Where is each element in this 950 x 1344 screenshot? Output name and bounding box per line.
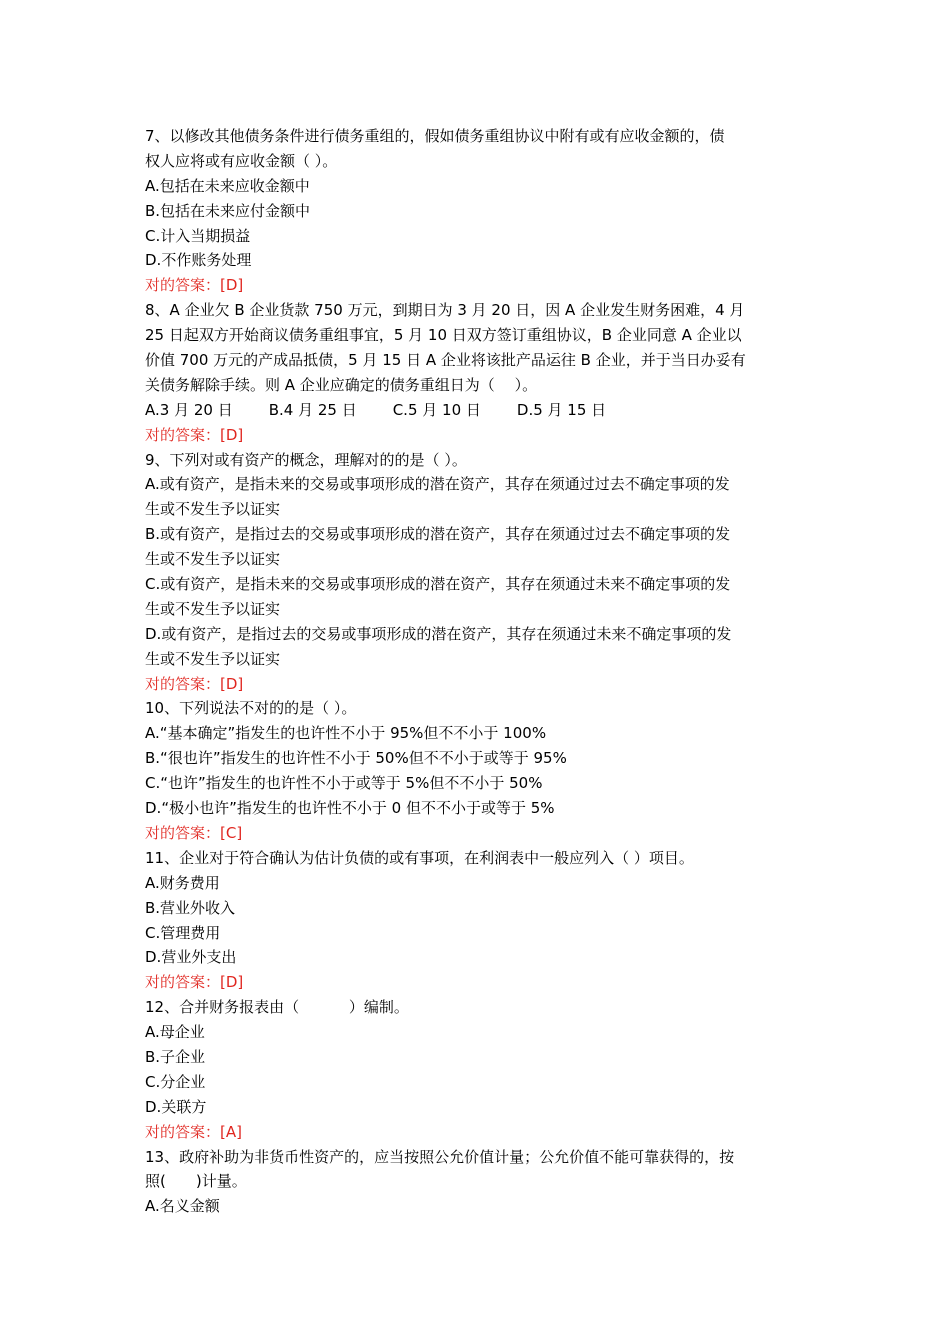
question-10-option-a: A.“基本确定”指发生的也许性不小于 95%但不不小于 100% [145,724,547,743]
question-8-option-d: D.5 月 15 日 [516,400,607,419]
question-7-option-c: C.计入当期损益 [145,226,251,245]
question-12-text: 12、合并财务报表由（ ）编制。 [145,998,409,1017]
question-12-option-a: A.母企业 [145,1023,205,1042]
question-8-text: 8、A 企业欠 B 企业货款 750 万元，到期日为 3 月 20 日，因 A 企业发生财务困难，4 月 [145,301,745,320]
question-10-option-c: C.“也许”指发生的也许性不小于或等于 5%但不不小于 50% [145,774,543,793]
question-8-option-b: B.4 月 25 日 [268,400,357,419]
question-8-option-a: A.3 月 20 日 [145,400,233,419]
question-9-option-b-cont: 生或不发生予以证实 [145,550,281,569]
question-7-text-cont: 权人应将或有应收金额（ ）。 [145,151,338,170]
question-8-text-cont-2: 价值 700 万元的产成品抵债，5 月 15 日 A 企业将该批产品运往 B 企业，并于当日办妥有 [145,351,746,370]
question-10-text: 10、下列说法不对的的是（ ）。 [145,699,357,718]
question-13-text-cont: 照( )计量。 [145,1172,247,1191]
question-8-text-cont-3: 关债务解除手续。则 A 企业应确定的债务重组日为（ ）。 [145,375,538,394]
question-12-answer: 对的答案：[A] [145,1122,242,1141]
question-11-option-a: A.财务费用 [145,873,220,892]
question-8-options [145,398,810,423]
question-11-option-d: D.营业外支出 [145,948,237,967]
question-13-option-a: A.名义金额 [145,1197,220,1216]
question-12-option-c: C.分企业 [145,1072,206,1091]
question-8-option-c: C.5 月 10 日 [392,400,481,419]
question-8-answer: 对的答案：[D] [145,425,244,444]
question-8-text-cont-1: 25 日起双方开始商议债务重组事宜，5 月 10 日双方签订重组协议，B 企业同意 A 企业以 [145,326,742,345]
question-7-option-d: D.不作账务处理 [145,251,252,270]
question-9-option-a: A.或有资产，是指未来的交易或事项形成的潜在资产，其存在须通过过去不确定事项的发 [145,475,730,494]
question-9-text: 9、下列对或有资产的概念，理解对的的是（ ）。 [145,450,467,469]
question-11-option-c: C.管理费用 [145,923,221,942]
question-10-answer: 对的答案：[C] [145,823,243,842]
question-7-text: 7、以修改其他债务条件进行债务重组的，假如债务重组协议中附有或有应收金额的，债 [145,127,725,145]
question-12-option-b: B.子企业 [145,1047,206,1066]
question-7-option-a: A.包括在未来应收金额中 [145,176,310,195]
question-11-text: 11、企业对于符合确认为估计负债的或有事项，在利润表中一般应列入（ ）项目。 [145,848,694,867]
question-9-option-d-cont: 生或不发生予以证实 [145,649,281,668]
question-7-option-b: B.包括在未来应付金额中 [145,201,311,220]
question-9-option-d: D.或有资产，是指过去的交易或事项形成的潜在资产，其存在须通过未来不确定事项的发 [145,624,732,643]
question-10-option-b: B.“很也许”指发生的也许性不小于 50%但不不小于或等于 95% [145,749,567,768]
question-13-text: 13、政府补助为非货币性资产的，应当按照公允价值计量；公允价值不能可靠获得的，按 [145,1147,735,1166]
document-page [145,124,810,1219]
question-9-option-b: B.或有资产，是指过去的交易或事项形成的潜在资产，其存在须通过过去不确定事项的发 [145,525,731,544]
question-9-option-c-cont: 生或不发生予以证实 [145,599,281,618]
question-11-option-b: B.营业外收入 [145,898,236,917]
question-12-option-d: D.关联方 [145,1097,207,1116]
question-9-option-a-cont: 生或不发生予以证实 [145,500,281,519]
question-10-option-d: D.“极小也许”指发生的也许性不小于 0 但不不小于或等于 5% [145,799,555,818]
question-7-answer: 对的答案：[D] [145,276,244,295]
question-11-answer: 对的答案：[D] [145,973,244,992]
question-9-answer: 对的答案：[D] [145,674,244,693]
question-9-option-c: C.或有资产，是指未来的交易或事项形成的潜在资产，其存在须通过未来不确定事项的发 [145,575,731,594]
